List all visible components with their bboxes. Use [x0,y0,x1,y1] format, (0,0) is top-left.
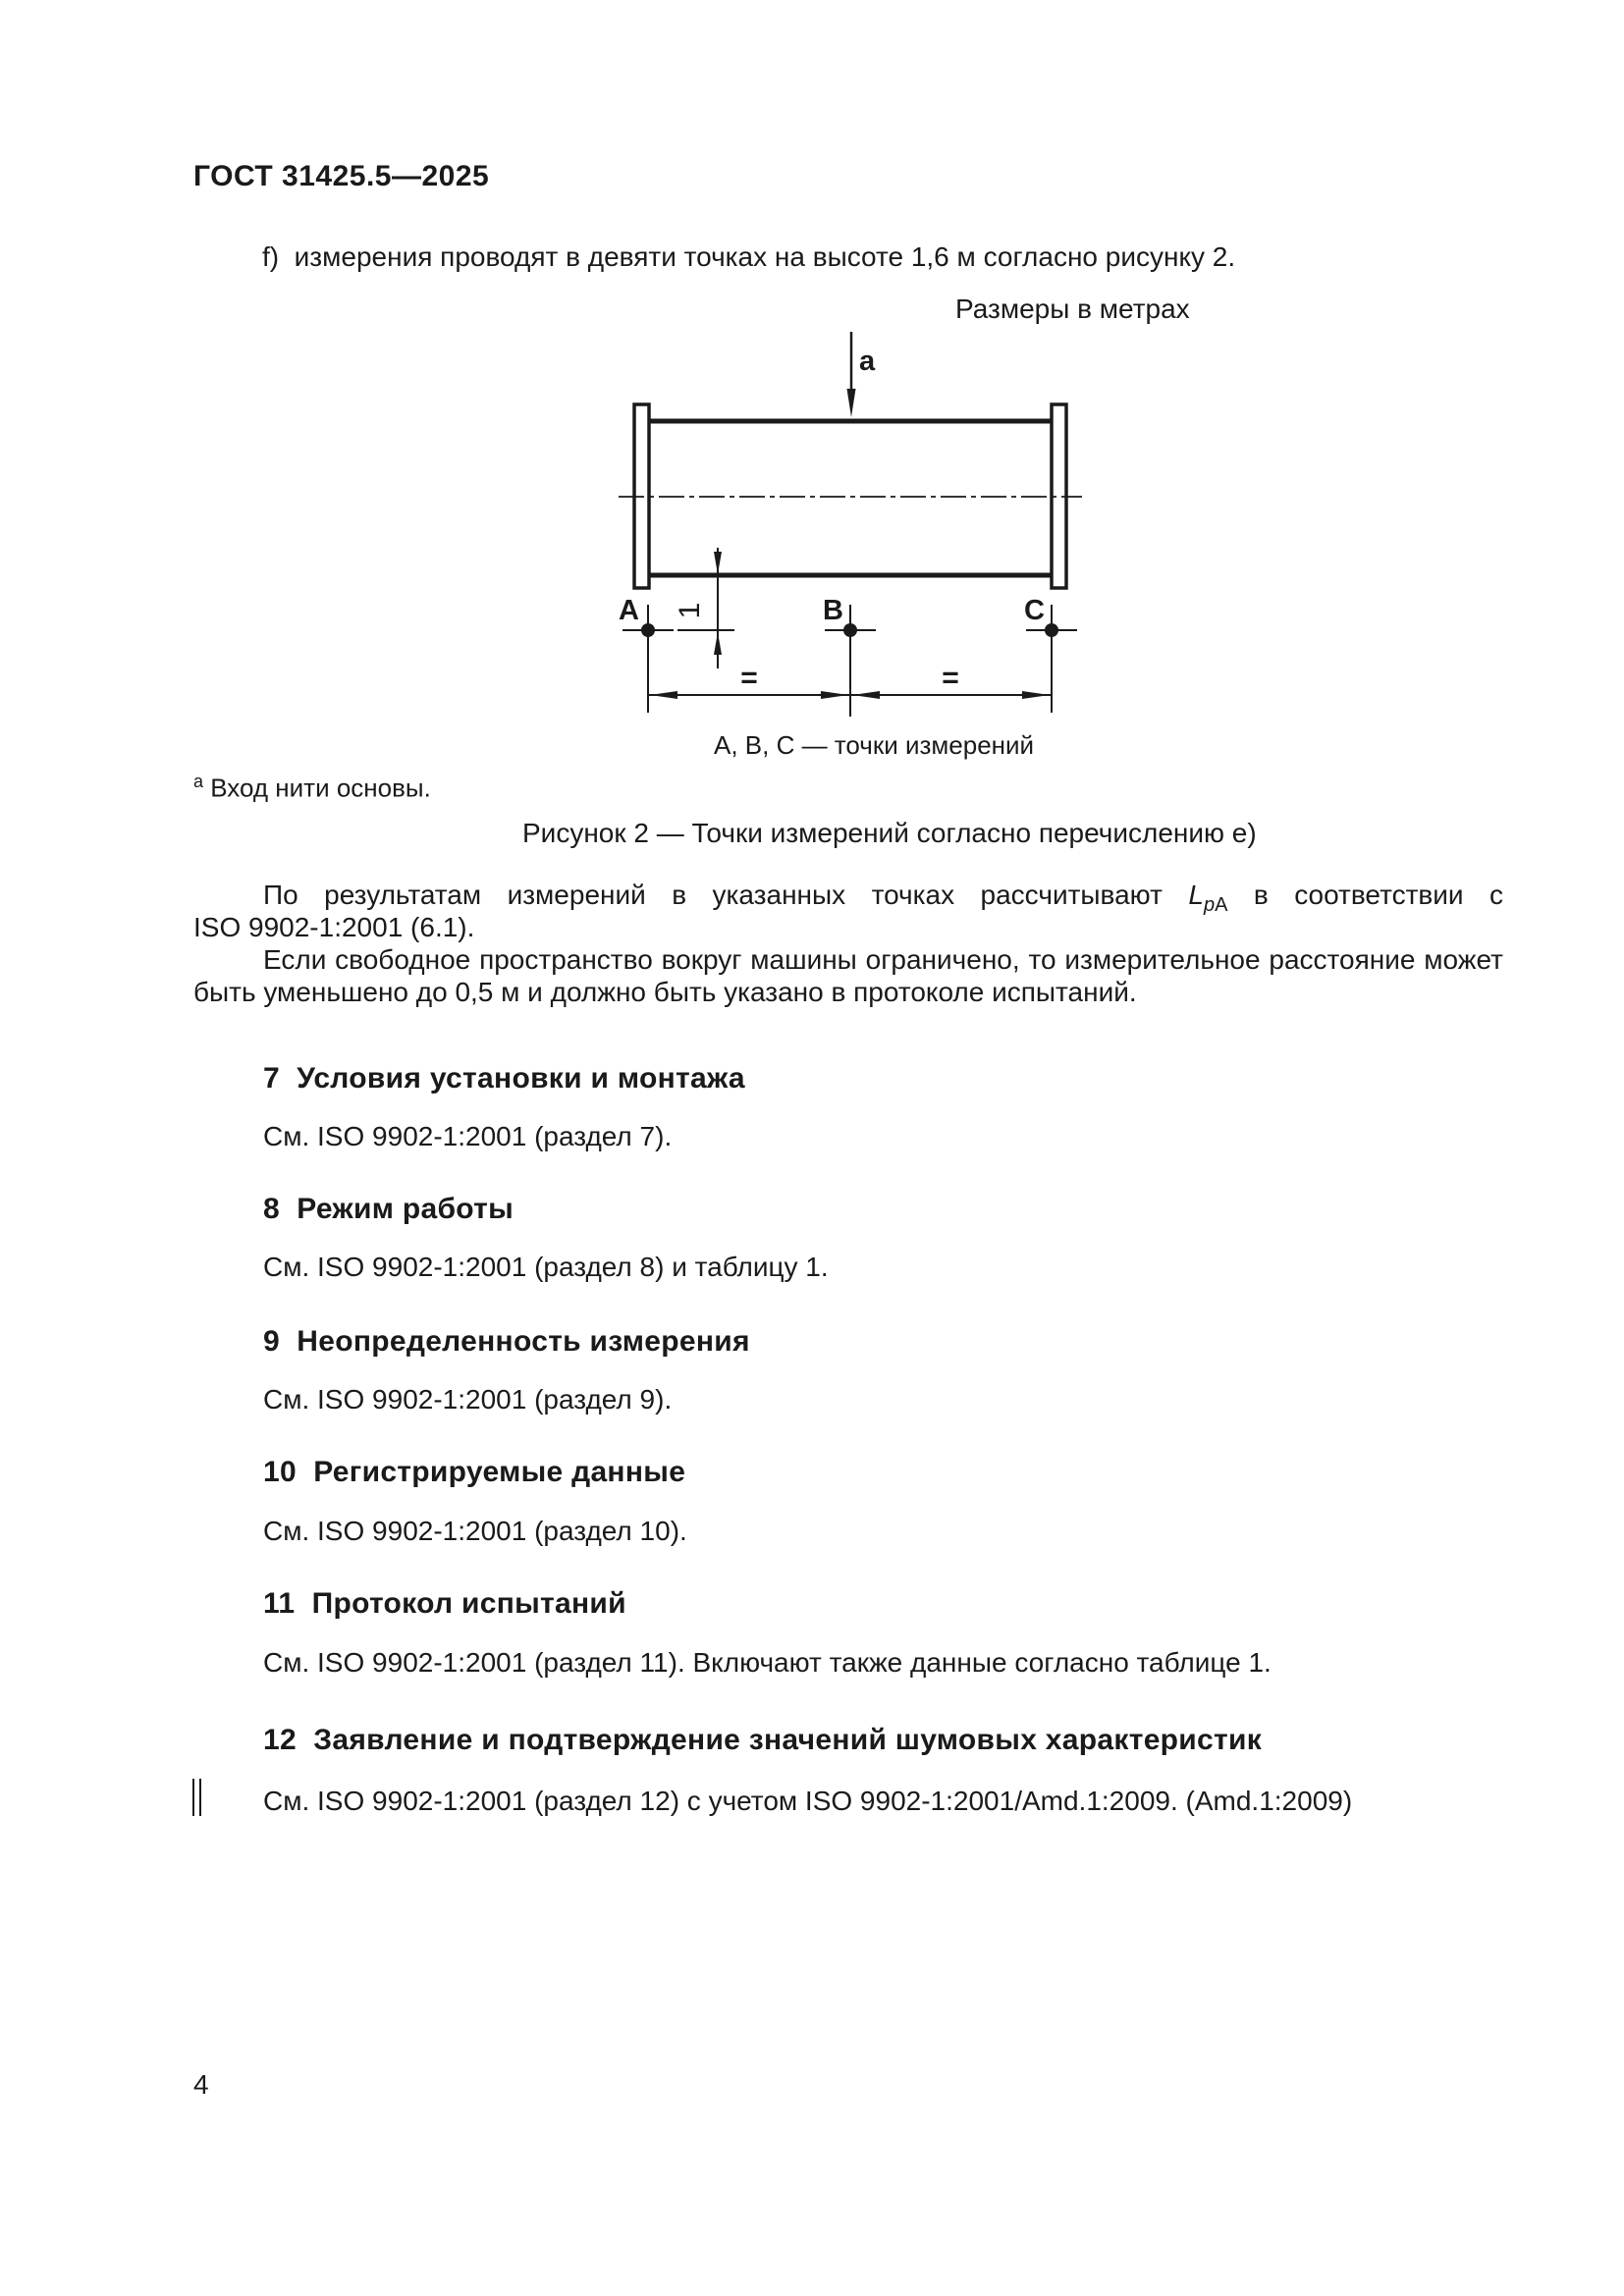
figure-2-diagram [550,324,1159,736]
point-a-dot [641,623,655,637]
point-c-dot [1045,623,1058,637]
section-12-body: См. ISO 9902-1:2001 (раздел 12) с учетом ISO 9902-1:2001/Amd.1:2009. (Amd.1:2009) [263,1786,1353,1816]
section-7-heading: 7 Условия установки и монтажа [263,1062,745,1095]
point-b-label: В [823,595,843,626]
point-b-dot [843,623,857,637]
paragraph-1-text-before: По результатам измерений в указанных точках рассчитывают [263,880,1163,910]
footnote-marker: а [193,772,204,791]
section-11-heading: 11 Протокол испытаний [263,1587,626,1620]
arrow-a-label: а [859,346,876,377]
section-8-body: См. ISO 9902-1:2001 (раздел 8) и таблицу 1. [263,1252,829,1282]
section-7-body: См. ISO 9902-1:2001 (раздел 7). [263,1121,673,1151]
dimension-one-label: 1 [674,602,706,619]
section-9-heading: 9 Неопределенность измерения [263,1325,750,1358]
point-a-label: А [619,595,639,626]
dimension-one [674,548,734,668]
section-12-heading: 12 Заявление и подтверждение значений шумовых характеристик [263,1724,1263,1756]
section-10-body: См. ISO 9902-1:2001 (раздел 10). [263,1516,687,1546]
list-item-f: f) измерения проводят в девяти точках на высоте 1,6 м согласно рисунку 2. [262,241,1236,272]
equal-left-label: = [740,662,758,694]
sound-pressure-symbol: $L_{pA}$ [1188,880,1228,916]
machine-body [619,404,1082,588]
document-code-header: ГОСТ 31425.5—2025 [193,160,490,192]
figure-units-note: Размеры в метрах [955,294,1190,324]
paragraph-1-text-after: в соответствии с [1253,880,1504,910]
paragraph-1-line-2: ISO 9902-1:2001 (6.1). [193,912,475,942]
paragraph-1-line-1 [193,879,1504,916]
section-9-body: См. ISO 9902-1:2001 (раздел 9). [263,1384,673,1415]
warp-entry-arrow [847,332,877,417]
footnote-text: Вход нити основы. [203,773,431,803]
section-11-body: См. ISO 9902-1:2001 (раздел 11). Включают также данные согласно таблице 1. [263,1647,1272,1678]
section-8-heading: 8 Режим работы [263,1193,514,1225]
paragraph-2-line-1: Если свободное пространство вокруг машины ограничено, то измерительное расстояние может [263,944,1503,975]
body-paragraphs [193,879,1503,1008]
section-10-heading: 10 Регистрируемые данные [263,1456,686,1488]
revision-change-bar [192,1779,201,1816]
figure-points-legend: А, В, С — точки измерений [714,730,1035,760]
page-number: 4 [193,2069,209,2100]
paragraph-2-line-2: быть уменьшено до 0,5 м и должно быть указано в протоколе испытаний. [193,977,1137,1007]
figure-caption: Рисунок 2 — Точки измерений согласно перечислению е) [522,818,1257,848]
equal-right-label: = [942,662,959,694]
point-c-label: С [1024,595,1045,626]
figure-footnote [193,767,431,803]
